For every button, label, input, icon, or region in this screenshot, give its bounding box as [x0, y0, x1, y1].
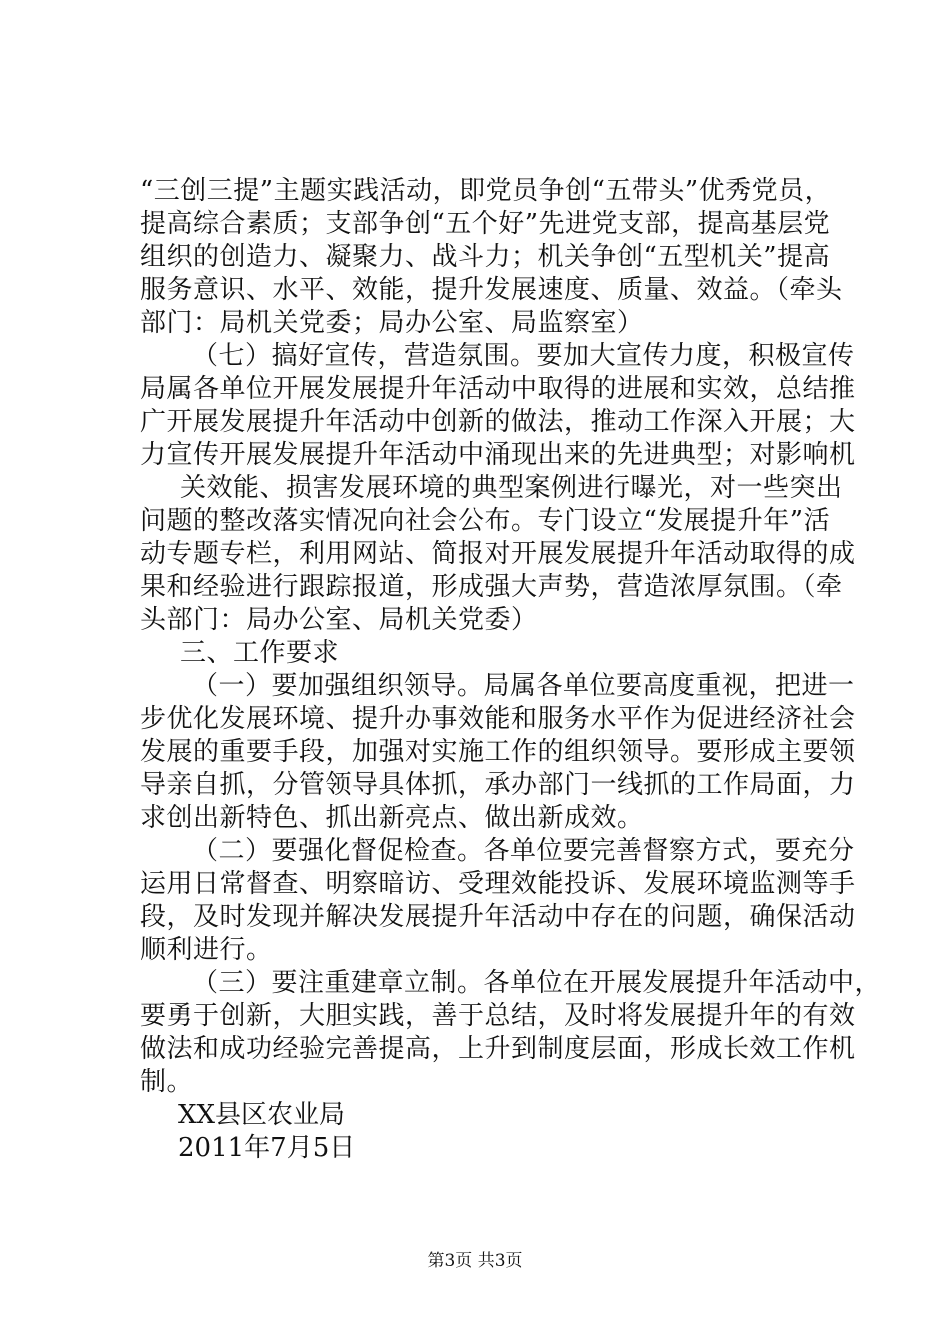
paragraph-line: 部门：局机关党委；局办公室、局监察室） — [140, 308, 644, 338]
page-footer: 第3页 共3页 — [427, 1251, 523, 1271]
signature-org: XX县区农业局 — [178, 1100, 346, 1130]
paragraph-line: 动专题专栏，利用网站、简报对开展发展提升年活动取得的成 — [140, 539, 856, 569]
paragraph-line: 提高综合素质；支部争创“五个好”先进党支部，提高基层党 — [140, 209, 831, 239]
paragraph-line: “三创三提”主题实践活动，即党员争创“五带头”优秀党员， — [140, 176, 832, 206]
paragraph-line: 求创出新特色、抓出新亮点、做出新成效。 — [140, 803, 644, 833]
paragraph-line: 段，及时发现并解决发展提升年活动中存在的问题，确保活动 — [140, 902, 856, 932]
paragraph-line: 发展的重要手段，加强对实施工作的组织领导。要形成主要领 — [140, 737, 856, 767]
paragraph-line: 要勇于创新，大胆实践，善于总结，及时将发展提升年的有效 — [140, 1001, 856, 1031]
paragraph-line: 步优化发展环境、提升办事效能和服务水平作为促进经济社会 — [140, 704, 856, 734]
paragraph-line: 服务意识、水平、效能，提升发展速度、质量、效益。（牵头 — [140, 275, 843, 305]
document-body — [140, 175, 882, 1165]
paragraph-line: 力宣传开展发展提升年活动中涌现出来的先进典型；对影响机 — [140, 440, 856, 470]
paragraph-line: 局属各单位开展发展提升年活动中取得的进展和实效，总结推 — [140, 374, 856, 404]
paragraph-line: （七）搞好宣传，营造氛围。要加大宣传力度，积极宣传 — [192, 341, 855, 371]
paragraph-line: 广开展发展提升年活动中创新的做法，推动工作深入开展；大 — [140, 407, 856, 437]
paragraph-line: （一）要加强组织领导。局属各单位要高度重视，把进一 — [192, 671, 855, 701]
paragraph-line: 顺利进行。 — [140, 935, 273, 965]
paragraph-line: （三）要注重建章立制。各单位在开展发展提升年活动中， — [192, 968, 882, 998]
paragraph-line: 问题的整改落实情况向社会公布。专门设立“发展提升年”活 — [140, 506, 831, 536]
paragraph-line: 做法和成功经验完善提高，上升到制度层面，形成长效工作机 — [140, 1034, 856, 1064]
paragraph-line: 三、工作要求 — [180, 638, 340, 668]
paragraph-line: 果和经验进行跟踪报道，形成强大声势，营造浓厚氛围。（牵 — [140, 572, 843, 602]
signature-date: 2011年7月5日 — [178, 1133, 356, 1163]
paragraph-line: 关效能、损害发展环境的典型案例进行曝光，对一些突出 — [180, 473, 843, 503]
paragraph-line: 组织的创造力、凝聚力、战斗力；机关争创“五型机关”提高 — [140, 242, 831, 272]
paragraph-line: 运用日常督查、明察暗访、受理效能投诉、发展环境监测等手 — [140, 869, 856, 899]
paragraph-line: 制。 — [140, 1067, 194, 1097]
paragraph-line: （二）要强化督促检查。各单位要完善督察方式，要充分 — [192, 836, 855, 866]
paragraph-line: 头部门：局办公室、局机关党委） — [140, 605, 538, 635]
paragraph-line: 导亲自抓，分管领导具体抓，承办部门一线抓的工作局面，力 — [140, 770, 856, 800]
